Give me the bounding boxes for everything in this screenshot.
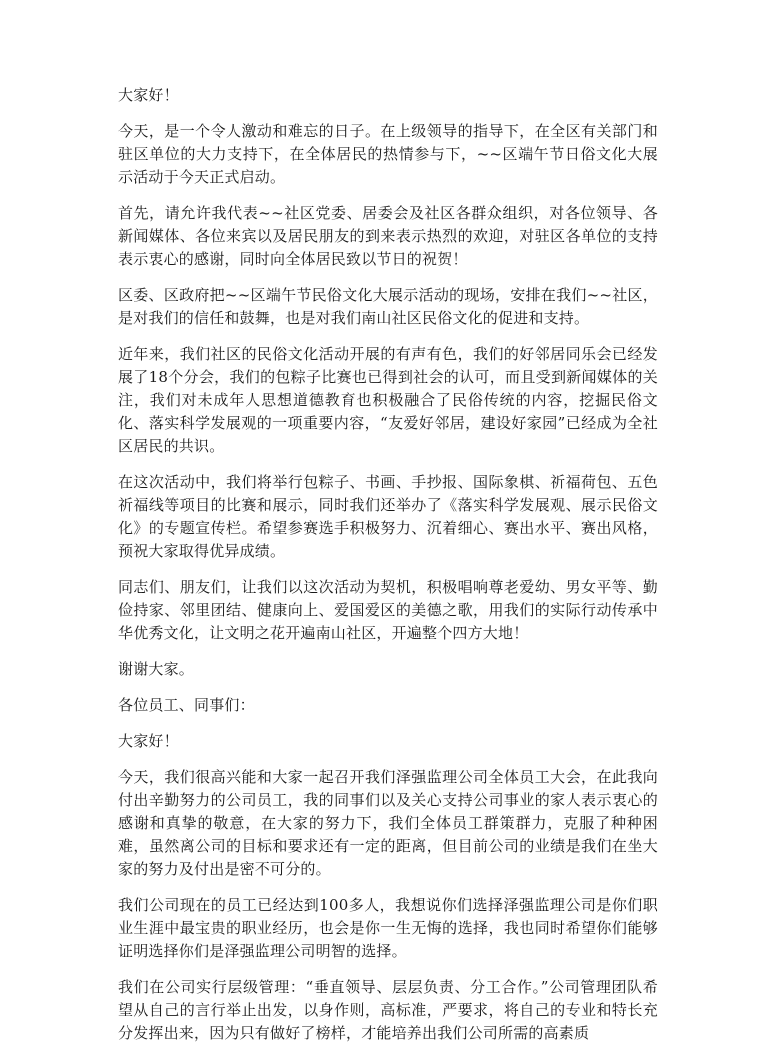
paragraph-management: 我们在公司实行层级管理：“垂直领导、层层负责、分工合作。”公司管理团队希望从自己的言行举止出发，以身作则，高标准，严要求，将自己的专业和特长充分发挥出来，因为只有做好了榜样，才能培养出我们公司所需的高素质: [118, 978, 658, 1042]
paragraph-venue: 区委、区政府把~~区端午节民俗文化大展示活动的现场，安排在我们~~社区，是对我们的信任和鼓舞，也是对我们南山社区民俗文化的促进和支持。: [118, 286, 658, 327]
paragraph-company-meeting: 今天，我们很高兴能和大家一起召开我们泽强监理公司全体员工大会，在此我向付出辛勤努力的公司员工，我的同事们以及关心支持公司事业的家人表示衷心的感谢和真挚的敬意，在大家的努力下，我们全体员工群策群力，克服了种种困难，虽然离公司的目标和要求还有一定的距离，但目前公司的业绩是我们在坐大家的努力及付出是密不可分的。: [118, 768, 658, 878]
paragraph-greeting-2: 大家好！: [118, 732, 179, 750]
paragraph-welcome: 首先，请允许我代表~~社区党委、居委会及社区各群众组织，对各位领导、各新闻媒体、各位来宾以及居民朋友的到来表示热烈的欢迎，对驻区各单位的支持表示衷心的感谢，同时向全体居民致以节日的祝贺！: [118, 204, 658, 268]
paragraph-salutation: 各位员工、同事们：: [118, 696, 255, 714]
document-body: [118, 84, 658, 1058]
paragraph-activities: 在这次活动中，我们将举行包粽子、书画、手抄报、国际象棋、祈福荷包、五色祈福线等项目的比赛和展示，同时我们还举办了《落实科学发展观、展示民俗文化》的专题宣传栏。希望参赛选手积极努力、沉着细心、赛出水平、赛出风格，预祝大家取得优异成绩。: [118, 473, 658, 560]
paragraph-call-to-action: 同志们、朋友们，让我们以这次活动为契机，积极唱响尊老爱幼、男女平等、勤俭持家、邻里团结、健康向上、爱国爱区的美德之歌，用我们的实际行动传承中华优秀文化，让文明之花开遍南山社区，开遍整个四方大地！: [118, 578, 658, 642]
paragraph-staff-count: 我们公司现在的员工已经达到100多人，我想说你们选择泽强监理公司是你们职业生涯中最宝贵的职业经历，也会是你一生无悔的选择，我也同时希望你们能够证明选择你们是泽强监理公司明智的选择。: [118, 896, 658, 960]
paragraph-thanks: 谢谢大家。: [118, 660, 195, 678]
paragraph-recent-years: 近年来，我们社区的民俗文化活动开展的有声有色，我们的好邻居同乐会已经发展了18个分会，我们的包粽子比赛也已得到社会的认可，而且受到新闻媒体的关注，我们对未成年人思想道德教育也积极融合了民俗传统的内容，挖掘民俗文化、落实科学发展观的一项重要内容，“友爱好邻居，建设好家园”已经成为全社区居民的共识。: [118, 345, 658, 455]
paragraph-greeting: 大家好！: [118, 86, 179, 104]
paragraph-opening: 今天，是一个令人激动和难忘的日子。在上级领导的指导下，在全区有关部门和驻区单位的大力支持下，在全体居民的热情参与下，~~区端午节日俗文化大展示活动于今天正式启动。: [118, 122, 658, 186]
